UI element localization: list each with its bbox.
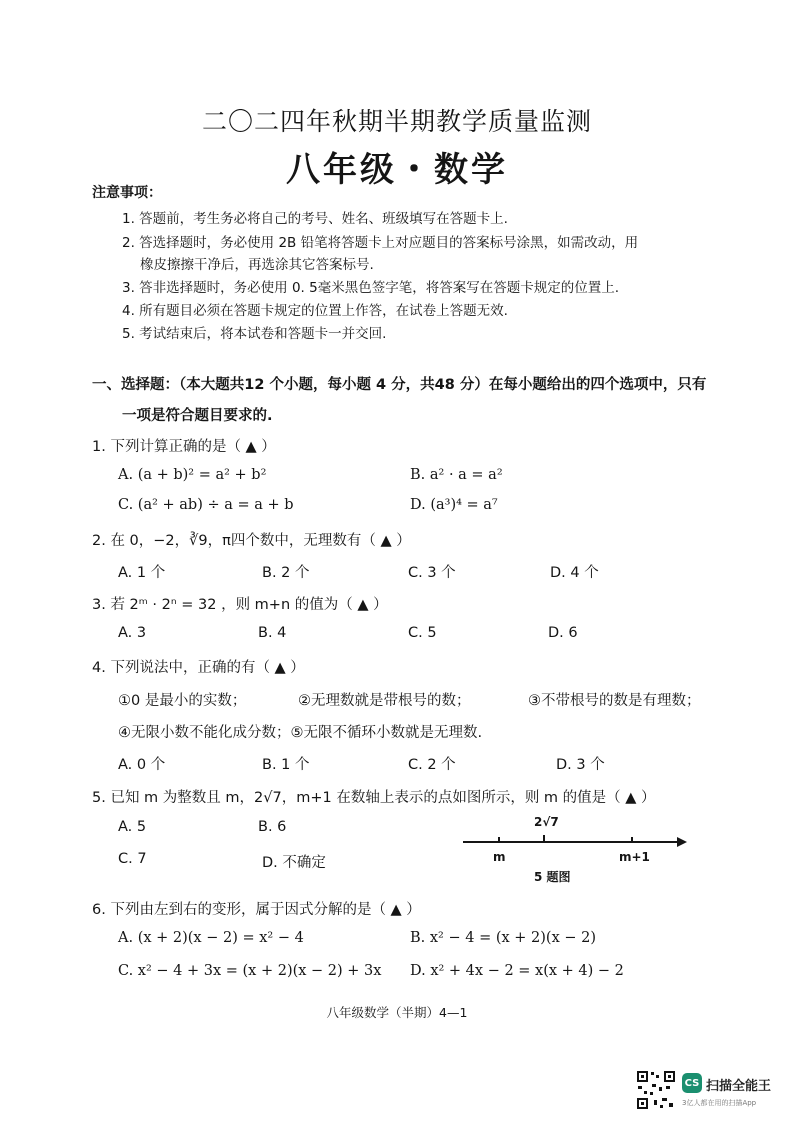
question-3-option-d: D. 6 <box>548 625 578 641</box>
question-1-option-d: D. (a³)⁴ = a⁷ <box>410 497 498 513</box>
number-line-figure <box>455 812 690 887</box>
question-3-option-b: B. 4 <box>258 625 287 641</box>
question-6-option-d: D. x² + 4x − 2 = x(x + 4) − 2 <box>410 963 624 979</box>
notice-item-4: 4. 所有题目必须在答题卡规定的位置上作答，在试卷上答题无效. <box>122 303 508 319</box>
question-3-option-a: A. 3 <box>118 625 147 641</box>
figure-label-m: m <box>493 850 506 864</box>
question-4-statement-4-5: ④无限小数不能化成分数；⑤无限不循环小数就是无理数. <box>118 725 483 741</box>
camscanner-logo-icon: CS <box>682 1073 702 1093</box>
number-line-arrow <box>677 837 687 847</box>
notice-item-2-cont: 橡皮擦擦干净后，再选涂其它答案标号. <box>140 257 374 273</box>
question-5-option-d: D. 不确定 <box>262 855 326 871</box>
question-1-option-c: C. (a² + ab) ÷ a = a + b <box>118 497 294 513</box>
figure-label-2-sqrt-7: 2√7 <box>534 815 559 829</box>
question-6-option-c: C. x² − 4 + 3x = (x + 2)(x − 2) + 3x <box>118 963 382 979</box>
exam-title: 二〇二四年秋期半期教学质量监测 <box>201 107 592 136</box>
question-4-statement-1: ①0 是最小的实数； <box>118 693 247 709</box>
question-3-option-c: C. 5 <box>408 625 437 641</box>
question-2-option-a: A. 1 个 <box>118 565 166 581</box>
question-1-option-b: B. a² · a = a² <box>410 467 503 483</box>
figure-caption: 5 题图 <box>534 870 571 884</box>
question-5-option-a: A. 5 <box>118 819 147 835</box>
question-2-stem: 2. 在 0，−2，∛9，π四个数中，无理数有（ ▲ ） <box>92 533 411 549</box>
question-1-option-a: A. (a + b)² = a² + b² <box>118 467 267 483</box>
question-2-option-c: C. 3 个 <box>408 565 456 581</box>
question-4-option-b: B. 1 个 <box>262 757 310 773</box>
question-1-stem: 1. 下列计算正确的是（ ▲ ） <box>92 439 276 455</box>
question-4-statement-3: ③不带根号的数是有理数； <box>528 693 701 709</box>
question-4-option-c: C. 2 个 <box>408 757 456 773</box>
question-4-stem: 4. 下列说法中，正确的有（ ▲ ） <box>92 660 305 676</box>
figure-label-m-plus-1: m+1 <box>619 850 650 864</box>
notice-item-1: 1. 答题前，考生务必将自己的考号、姓名、班级填写在答题卡上. <box>122 211 508 227</box>
watermark-tagline: 3亿人都在用的扫描App <box>682 1099 757 1107</box>
section-heading-line2: 一项是符合题目要求的. <box>122 408 273 424</box>
question-4-option-a: A. 0 个 <box>118 757 166 773</box>
question-4-option-d: D. 3 个 <box>556 757 605 773</box>
question-5-stem: 5. 已知 m 为整数且 m，2√7，m+1 在数轴上表示的点如图所示，则 m 的值是（ ▲ ） <box>92 790 656 806</box>
notice-item-2: 2. 答选择题时，务必使用 2B 铅笔将答题卡上对应题目的答案标号涂黑，如需改动，用 <box>122 235 639 251</box>
watermark-brand: 扫描全能王 <box>706 1079 772 1094</box>
qr-code-icon <box>636 1070 676 1110</box>
exam-subtitle: 八年级・数学 <box>286 150 508 190</box>
page-footer: 八年级数学（半期）4—1 <box>326 1005 468 1020</box>
question-5-option-b: B. 6 <box>258 819 287 835</box>
question-6-option-a: A. (x + 2)(x − 2) = x² − 4 <box>118 930 304 946</box>
question-3-stem: 3. 若 2ᵐ · 2ⁿ = 32 ，则 m+n 的值为（ ▲ ） <box>92 597 388 613</box>
notice-heading: 注意事项： <box>92 185 162 201</box>
question-6-stem: 6. 下列由左到右的变形，属于因式分解的是（ ▲ ） <box>92 902 421 918</box>
question-5-option-c: C. 7 <box>118 851 147 867</box>
notice-item-5: 5. 考试结束后，将本试卷和答题卡一并交回. <box>122 326 387 342</box>
question-4-statement-2: ②无理数就是带根号的数； <box>298 693 471 709</box>
question-6-option-b: B. x² − 4 = (x + 2)(x − 2) <box>410 930 596 946</box>
question-2-option-b: B. 2 个 <box>262 565 310 581</box>
notice-item-3: 3. 答非选择题时，务必使用 0. 5毫米黑色签字笔，将答案写在答题卡规定的位置上. <box>122 280 620 296</box>
section-heading-line1: 一、选择题：（本大题共12 个小题，每小题 4 分，共48 分）在每小题给出的四个选项中，只有 <box>92 377 707 393</box>
question-2-option-d: D. 4 个 <box>550 565 599 581</box>
